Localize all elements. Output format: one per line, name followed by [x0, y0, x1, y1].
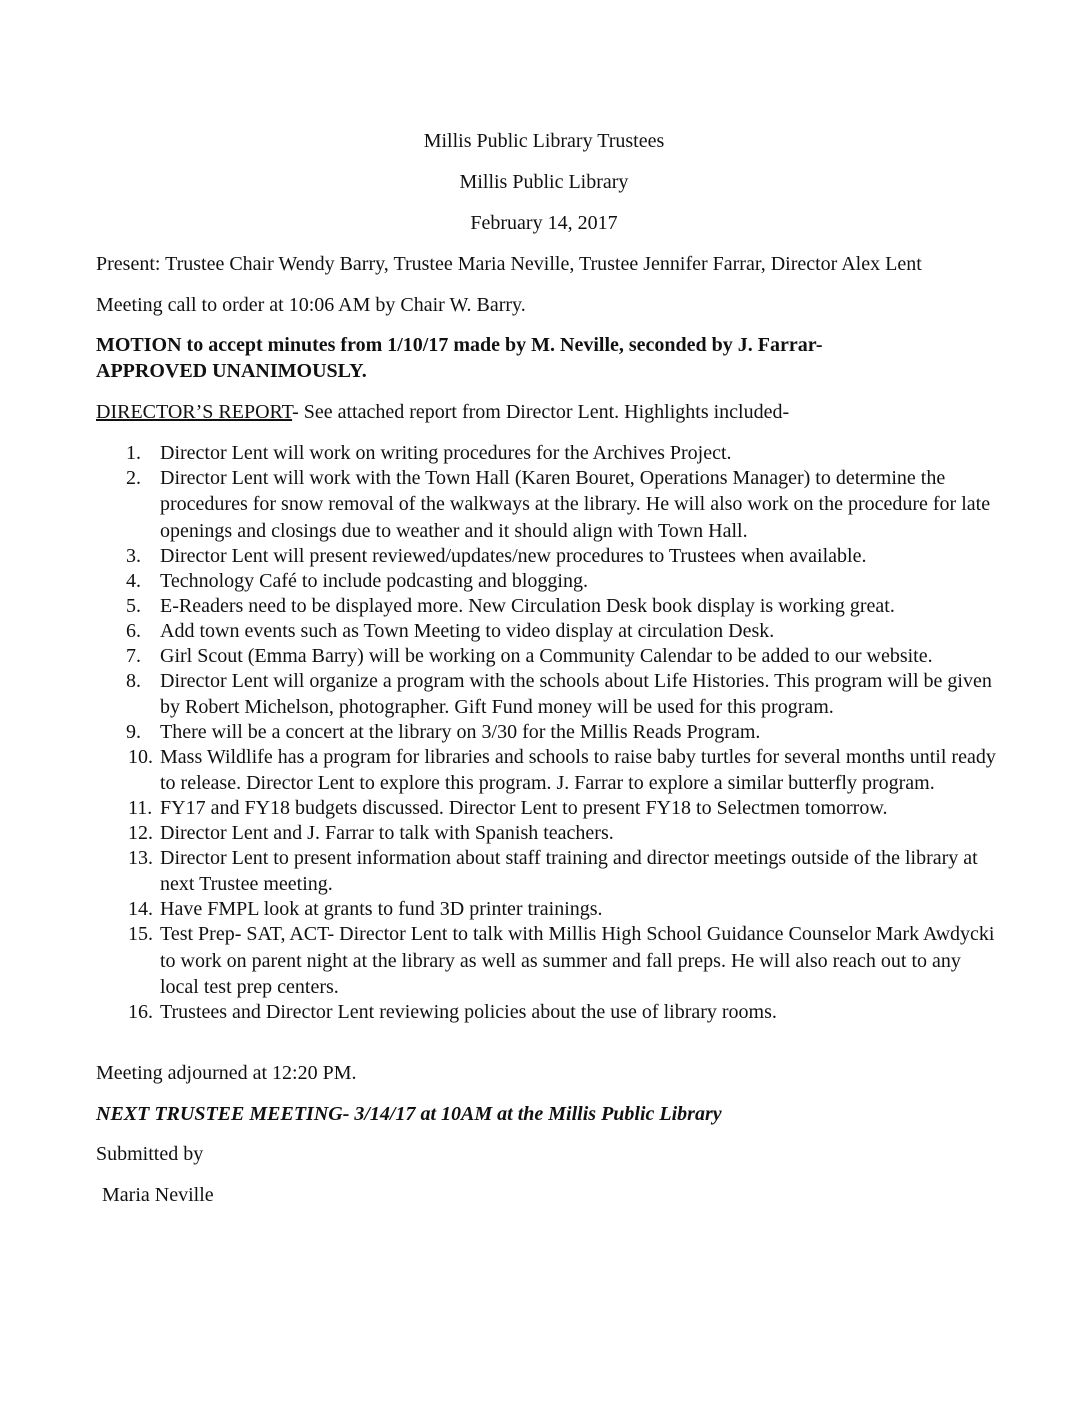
- list-item: 3. Director Lent will present reviewed/updates/new procedures to Trustees when available.: [126, 544, 867, 567]
- list-item: 4. Technology Café to include podcasting and blogging.: [126, 569, 588, 592]
- submitted-by-label: Submitted by: [96, 1143, 204, 1165]
- list-item: 6. Add town events such as Town Meeting to video display at circulation Desk.: [126, 619, 775, 642]
- motion-minutes: [96, 332, 996, 384]
- list-item: 5. E-Readers need to be displayed more. New Circulation Desk book display is working great.: [126, 594, 895, 617]
- header-date: February 14, 2017: [470, 212, 618, 234]
- directors-report-list: [96, 440, 996, 1024]
- list-item: 15. Test Prep- SAT, ACT- Director Lent to talk with Millis High School Guidance Counselor Mark Awdycki to work on parent night at the library as well as summer and fall preps. He will also reach out to any local test prep centers.: [128, 923, 995, 999]
- list-item: 13. Director Lent to present information about staff training and director meetings outside of the library at next Trustee meeting.: [128, 847, 978, 896]
- motion-line-2: APPROVED UNANIMOUSLY.: [96, 360, 367, 382]
- meeting-adjourned: Meeting adjourned at 12:20 PM.: [96, 1062, 357, 1084]
- list-item: 9. There will be a concert at the library on 3/30 for the Millis Reads Program.: [126, 720, 761, 743]
- list-item: 7. Girl Scout (Emma Barry) will be working on a Community Calendar to be added to our website.: [126, 644, 933, 667]
- directors-report-intro: [96, 399, 996, 425]
- motion-line-1: MOTION to accept minutes from 1/10/17 made by M. Neville, seconded by J. Farrar-: [96, 334, 823, 356]
- list-item: 2. Director Lent will work with the Town Hall (Karen Bouret, Operations Manager) to determine the procedures for snow removal of the walkways at the library. He will also work on the procedure for late openings and closings due to weather and it should align with Town Hall.: [126, 467, 991, 542]
- directors-report-intro-text: - See attached report from Director Lent. Highlights included-: [292, 401, 790, 423]
- list-item: 14. Have FMPL look at grants to fund 3D printer trainings.: [128, 898, 603, 921]
- call-to-order: Meeting call to order at 10:06 AM by Chair W. Barry.: [96, 294, 526, 316]
- present-attendees: Present: Trustee Chair Wendy Barry, Trustee Maria Neville, Trustee Jennifer Farrar, Director Alex Lent: [96, 253, 922, 275]
- directors-report-heading: DIRECTOR’S REPORT: [96, 401, 293, 423]
- list-item: 10. Mass Wildlife has a program for libraries and schools to raise baby turtles for several months until ready to release. Director Lent to explore this program. J. Farrar to explore a similar butterfly program.: [128, 745, 996, 795]
- header-library: Millis Public Library: [459, 171, 629, 193]
- list-item: 11. FY17 and FY18 budgets discussed. Director Lent to present FY18 to Selectmen tomorrow.: [128, 797, 888, 820]
- list-item: 12. Director Lent and J. Farrar to talk with Spanish teachers.: [128, 822, 614, 845]
- list-item: 8. Director Lent will organize a program with the schools about Life Histories. This program will be given by Robert Michelson, photographer. Gift Fund money will be used for this program.: [126, 669, 992, 718]
- next-meeting: NEXT TRUSTEE MEETING- 3/14/17 at 10AM at the Millis Public Library: [96, 1103, 722, 1125]
- list-item: 1. Director Lent will work on writing procedures for the Archives Project.: [126, 442, 732, 464]
- header-organization: Millis Public Library Trustees: [423, 130, 665, 152]
- submitter-name: Maria Neville: [102, 1184, 214, 1206]
- list-item: 16. Trustees and Director Lent reviewing policies about the use of library rooms.: [128, 1001, 777, 1024]
